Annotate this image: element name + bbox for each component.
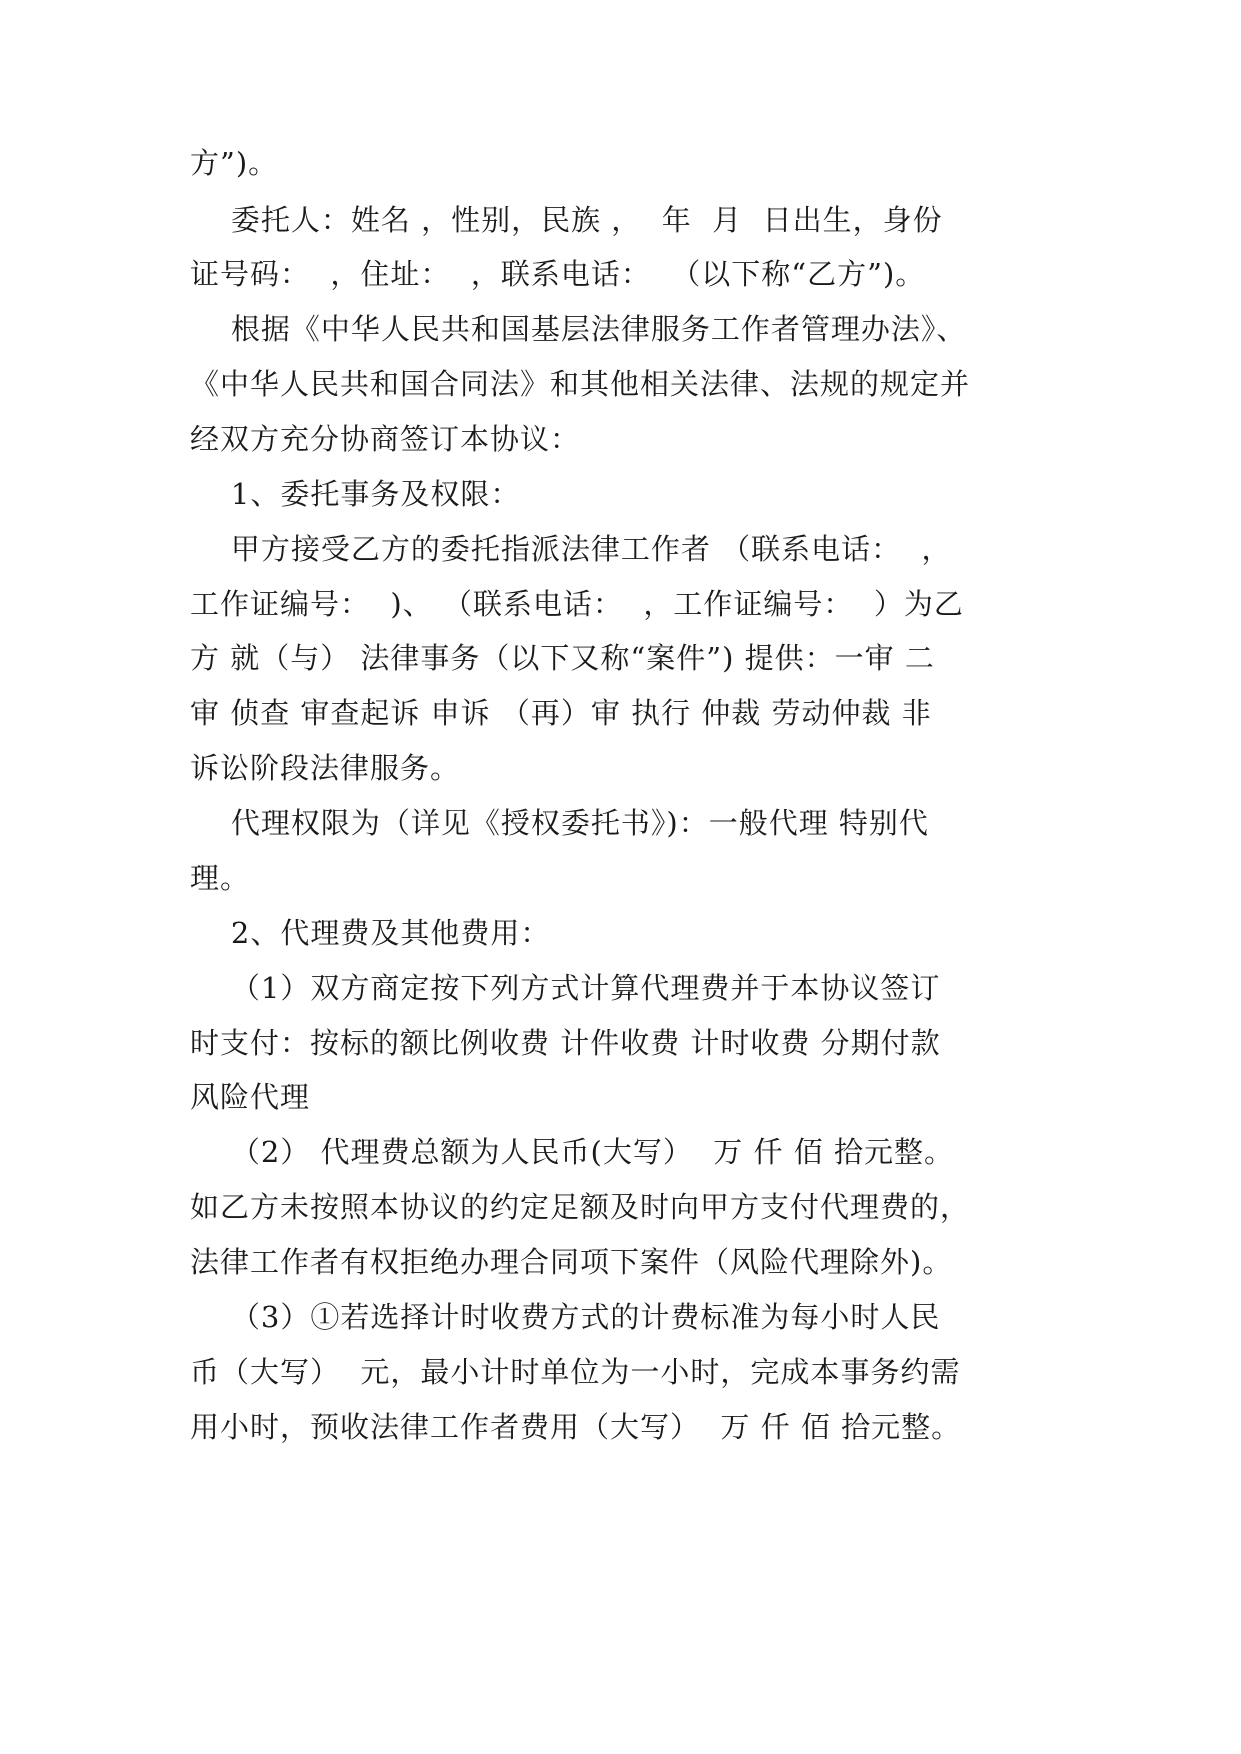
text-line: 证号码： ，住址： ，联系电话： （以下称“乙方”)。 — [190, 257, 926, 291]
text-line: （2） 代理费总额为人民币(大写） 万 仟 佰 拾元整。 — [190, 1135, 954, 1169]
text-line: 根据《中华人民共和国基层法律服务工作者管理办法》、 — [190, 312, 967, 346]
text-line: 甲方接受乙方的委托指派法律工作者 （联系电话： ， — [190, 532, 952, 566]
text-line: 经双方充分协商签订本协议： — [190, 422, 581, 456]
text-line: 代理权限为（详见《授权委托书》)：一般代理 特别代 — [190, 806, 929, 840]
text-line: 如乙方未按照本协议的约定足额及时向甲方支付代理费的， — [190, 1190, 971, 1224]
section-heading: 2、代理费及其他费用： — [190, 916, 551, 950]
text-line: （3）①若选择计时收费方式的计费标准为每小时人民 — [190, 1300, 941, 1334]
text-line: 法律工作者有权拒绝办理合同项下案件（风险代理除外)。 — [190, 1245, 953, 1279]
text-line: 时支付：按标的额比例收费 计件收费 计时收费 分期付款 — [190, 1026, 941, 1060]
text-line: （1）双方商定按下列方式计算代理费并于本协议签订 — [190, 971, 941, 1005]
text-line: 用小时，预收法律工作者费用（大写） 万 仟 佰 拾元整。 — [190, 1410, 962, 1444]
text-line: 审 侦查 审查起诉 申诉 （再）审 执行 仲裁 劳动仲裁 非 — [190, 696, 932, 730]
text-line: 工作证编号： )、 （联系电话： ，工作证编号： ）为乙 — [190, 587, 964, 621]
text-line: 方 就（与） 法律事务（以下又称“案件”) 提供：一审 二 — [190, 641, 935, 675]
section-heading: 1、委托事务及权限： — [190, 477, 521, 511]
text-line: 方”)。 — [190, 146, 279, 180]
text-line: 理。 — [190, 861, 251, 895]
text-line: 委托人：姓名 ，性别，民族 ， 年 月 日出生，身份 — [190, 203, 943, 237]
text-line: 《中华人民共和国合同法》和其他相关法律、法规的规定并 — [190, 367, 971, 401]
text-line: 风险代理 — [190, 1080, 311, 1114]
text-line: 币（大写） 元，最小计时单位为一小时，完成本事务约需 — [190, 1355, 961, 1389]
text-line: 诉讼阶段法律服务。 — [190, 751, 461, 785]
